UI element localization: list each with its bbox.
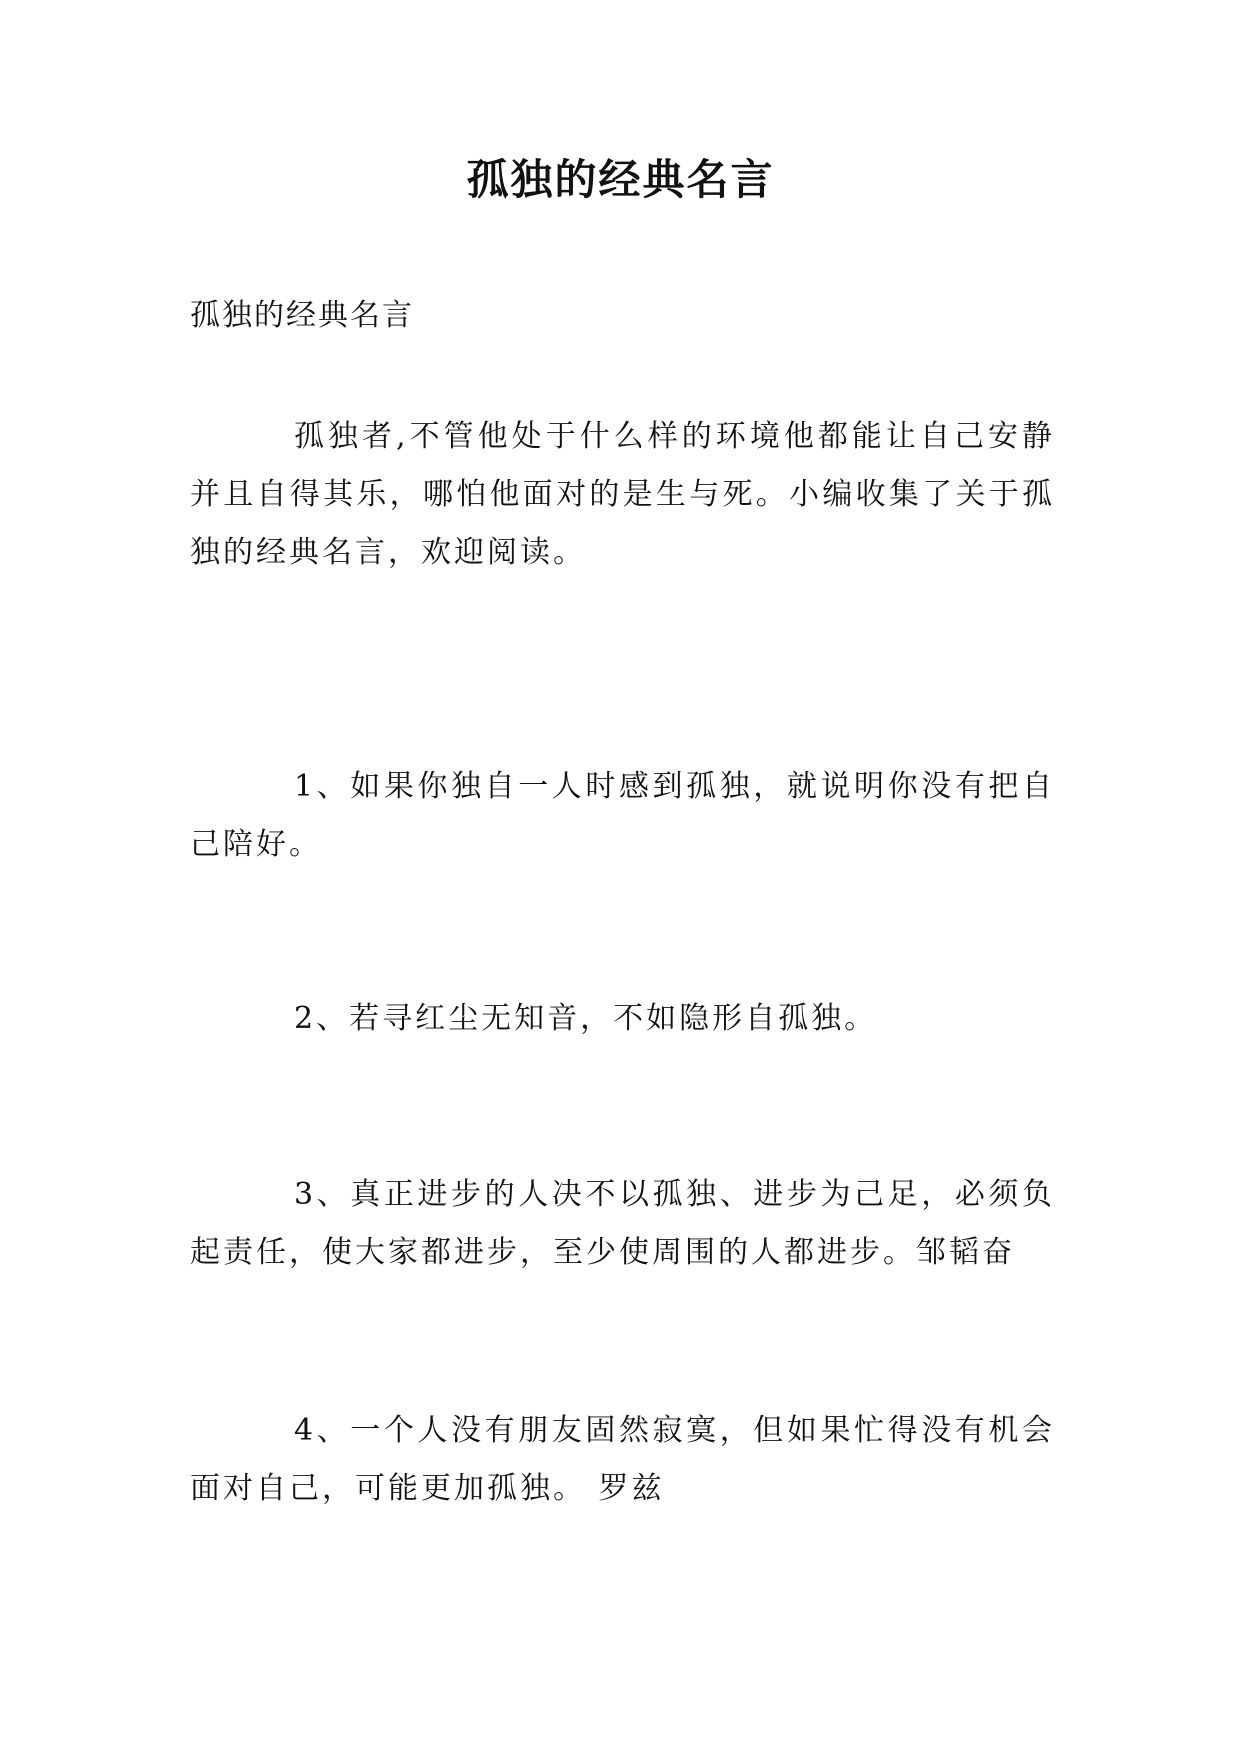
quote-paragraph-2: 2、若寻红尘无知音，不如隐形自孤独。 [294,1001,878,1036]
quote-paragraph-4: 4、一个人没有朋友固然寂寞，但如果忙得没有机会面对自己，可能更加孤独。 罗兹 [190,1413,1055,1506]
quote-paragraph-1: 1、如果你独自一人时感到孤独，就说明你没有把自己陪好。 [190,769,1055,862]
document-subtitle: 孤独的经典名言 [190,298,414,333]
document-title: 孤独的经典名言 [466,155,775,204]
quote-paragraph-3: 3、真正进步的人决不以孤独、进步为己足，必须负起责任，使大家都进步，至少使周围的人都进步。邹韬奋 [190,1177,1055,1270]
intro-paragraph: 孤独者,不管他处于什么样的环境他都能让自己安静并且自得其乐，哪怕他面对的是生与死。小编收集了关于孤独的经典名言，欢迎阅读。 [190,419,1055,570]
